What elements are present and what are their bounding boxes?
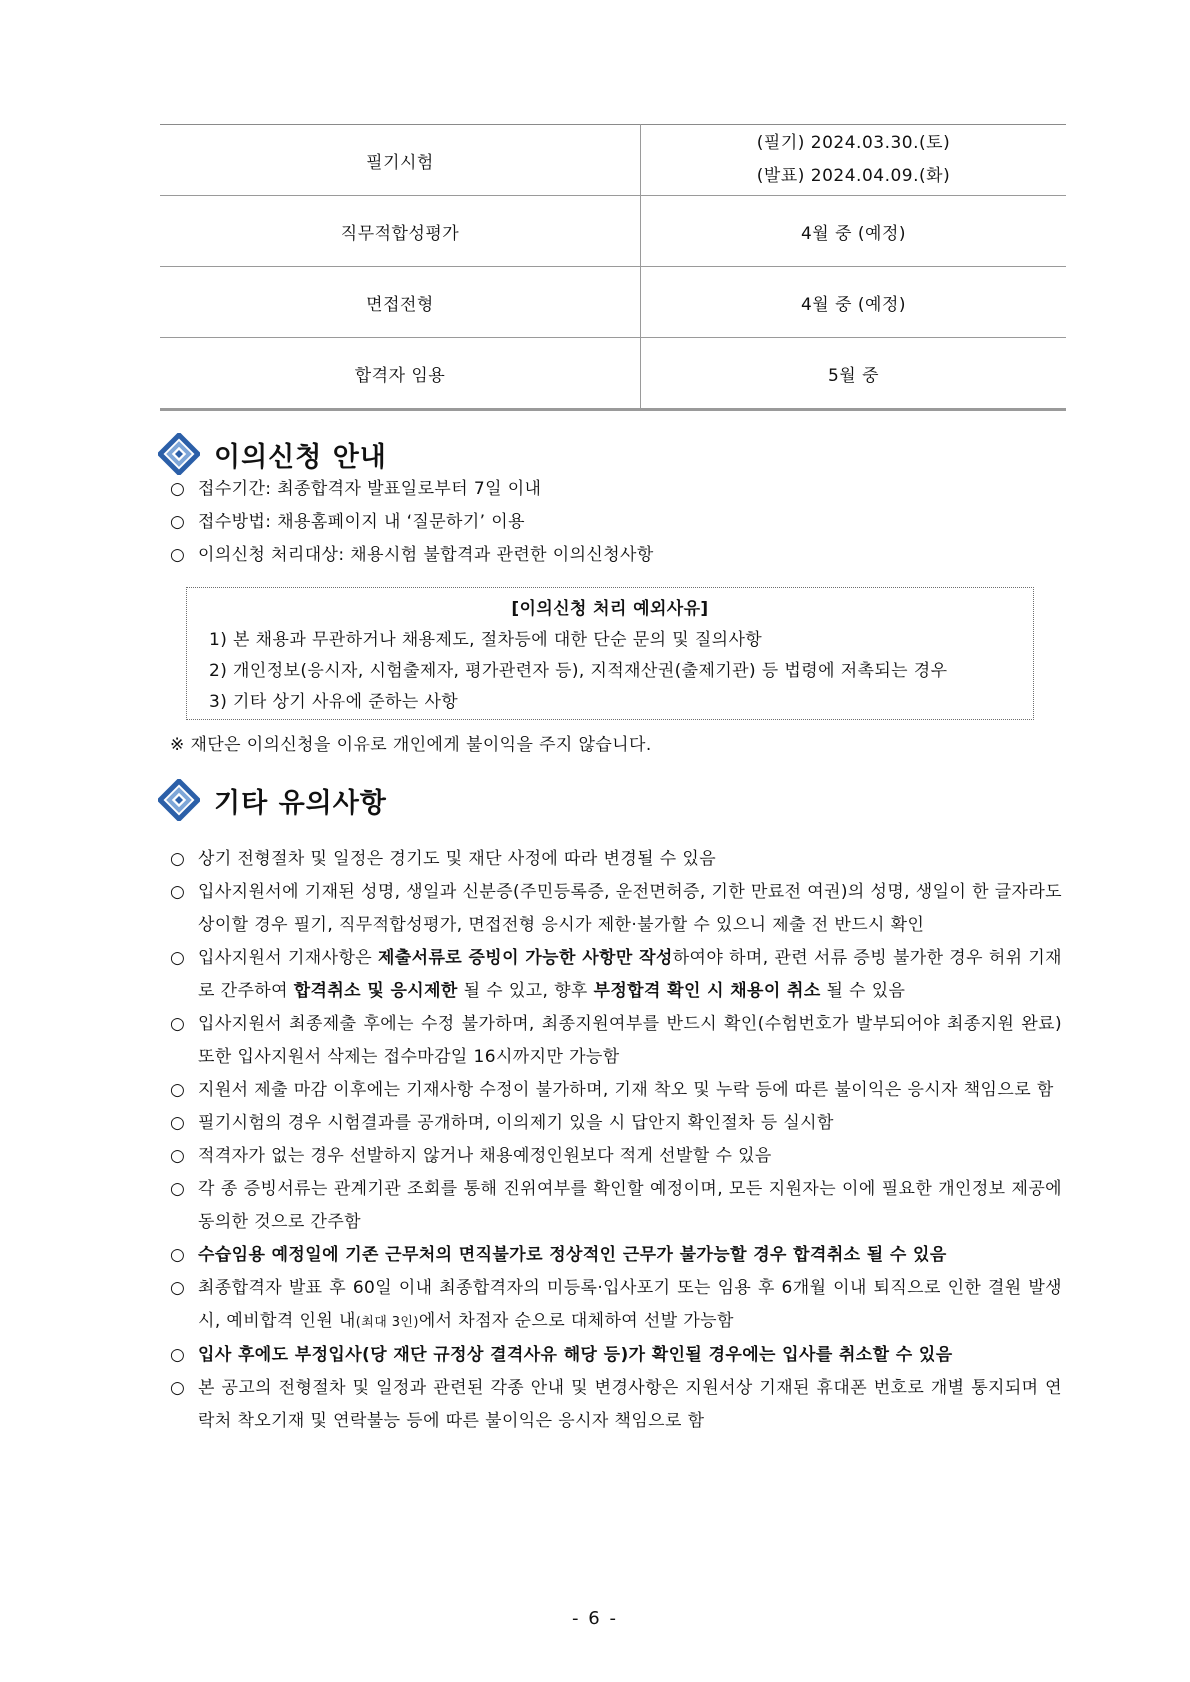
table-row <box>160 267 1066 338</box>
list-item: ○ 본 공고의 전형절차 및 일정과 관련된 각종 안내 및 변경사항은 지원서상 기재된 휴대폰 번호로 개별 통지되며 연락처 착오기재 및 연락불능 등에 따른 불이익은 응시자 책임으로 함 <box>170 1372 1062 1438</box>
bullet-circle-icon: ○ <box>170 948 186 968</box>
date-line: (필기) 2024.03.30.(토) <box>756 133 951 153</box>
section-title: 이의신청 안내 <box>214 441 387 473</box>
stage-cell: 면접전형 <box>160 267 641 338</box>
list-item: ○ 지원서 제출 마감 이후에는 기재사항 수정이 불가하며, 기재 착오 및 누락 등에 따른 불이익은 응시자 책임으로 함 <box>170 1074 1062 1107</box>
list-item: ○ 수습임용 예정일에 기존 근무처의 면직불가로 정상적인 근무가 불가능할 경우 합격취소 될 수 있음 <box>170 1239 1062 1272</box>
bullet-circle-icon: ○ <box>170 1278 186 1298</box>
list-item: ○ 이의신청 처리대상: 채용시험 불합격과 관련한 이의신청사항 <box>170 539 1070 572</box>
bullet-circle-icon: ○ <box>170 849 186 869</box>
list-item: ○ 입사지원서 기재사항은 제출서류로 증빙이 가능한 사항만 작성하여야 하며, 관련 서류 증빙 불가한 경우 허위 기재로 간주하여 합격취소 및 응시제한 될 수 있고, 향후 부정합격 확인 시 채용이 취소 될 수 있음 <box>170 942 1062 1008</box>
table-row <box>160 338 1066 410</box>
bullet-circle-icon: ○ <box>170 512 186 532</box>
section-title: 기타 유의사항 <box>214 787 387 819</box>
diamond-logo-icon <box>158 779 200 821</box>
bullet-circle-icon: ○ <box>170 1080 186 1100</box>
date-cell: 4월 중 (예정) <box>641 267 1067 338</box>
list-item: ○ 필기시험의 경우 시험결과를 공개하며, 이의제기 있을 시 답안지 확인절차 등 실시함 <box>170 1107 1062 1140</box>
exception-title: [이의신청 처리 예외사유] <box>511 599 709 619</box>
date-line: (발표) 2024.04.09.(화) <box>756 166 951 186</box>
bullet-circle-icon: ○ <box>170 1179 186 1199</box>
objection-note: ※ 재단은 이의신청을 이유로 개인에게 불이익을 주지 않습니다. <box>170 735 652 755</box>
date-cell <box>641 125 1067 196</box>
list-item: ○ 각 종 증빙서류는 관계기관 조회를 통해 진위여부를 확인할 예정이며, 모든 지원자는 이에 필요한 개인정보 제공에 동의한 것으로 간주함 <box>170 1173 1062 1239</box>
bullet-circle-icon: ○ <box>170 1146 186 1166</box>
bullet-circle-icon: ○ <box>170 882 186 902</box>
table-row <box>160 196 1066 267</box>
exception-line: 1) 본 채용과 무관하거나 채용제도, 절차등에 대한 단순 문의 및 질의사항 <box>209 630 763 650</box>
list-item: ○ 상기 전형절차 및 일정은 경기도 및 재단 사정에 따라 변경될 수 있음 <box>170 843 1062 876</box>
bullet-circle-icon: ○ <box>170 545 186 565</box>
section-heading-other <box>158 779 387 821</box>
list-item: ○ 입사지원서 최종제출 후에는 수정 불가하며, 최종지원여부를 반드시 확인(수험번호가 발부되어야 최종지원 완료) 또한 입사지원서 삭제는 접수마감일 16시까지만 가능함 <box>170 1008 1062 1074</box>
bullet-circle-icon: ○ <box>170 1014 186 1034</box>
diamond-logo-icon <box>158 433 200 475</box>
table-row <box>160 125 1066 196</box>
exception-line: 3) 기타 상기 사유에 준하는 사항 <box>209 692 459 712</box>
list-item: ○ 접수기간: 최종합격자 발표일로부터 7일 이내 <box>170 473 1070 506</box>
stage-cell: 직무적합성평가 <box>160 196 641 267</box>
bullet-circle-icon: ○ <box>170 1245 186 1265</box>
page-number: - 6 - <box>572 1608 618 1629</box>
bullet-circle-icon: ○ <box>170 1113 186 1133</box>
schedule-table <box>160 124 1066 411</box>
exception-line: 2) 개인정보(응시자, 시험출제자, 평가관련자 등), 지적재산권(출제기관) 등 법령에 저촉되는 경우 <box>209 661 948 681</box>
stage-cell: 필기시험 <box>160 125 641 196</box>
bullet-circle-icon: ○ <box>170 1345 186 1365</box>
other-list <box>170 843 1062 1438</box>
objection-list <box>170 473 1070 572</box>
exception-box <box>186 587 1034 720</box>
list-item: ○ 입사 후에도 부정입사(당 재단 규정상 결격사유 해당 등)가 확인될 경우에는 입사를 취소할 수 있음 <box>170 1339 1062 1372</box>
bullet-circle-icon: ○ <box>170 479 186 499</box>
bullet-circle-icon: ○ <box>170 1378 186 1398</box>
date-cell: 4월 중 (예정) <box>641 196 1067 267</box>
section-heading-objection <box>158 433 387 475</box>
list-item: ○ 접수방법: 채용홈페이지 내 ‘질문하기’ 이용 <box>170 506 1070 539</box>
list-item: ○ 최종합격자 발표 후 60일 이내 최종합격자의 미등록·입사포기 또는 임용 후 6개월 이내 퇴직으로 인한 결원 발생 시, 예비합격 인원 내(최대 3인)에서 차점자 순으로 대체하여 선발 가능함 <box>170 1272 1062 1339</box>
stage-cell: 합격자 임용 <box>160 338 641 410</box>
date-cell: 5월 중 <box>641 338 1067 410</box>
list-item: ○ 적격자가 없는 경우 선발하지 않거나 채용예정인원보다 적게 선발할 수 있음 <box>170 1140 1062 1173</box>
list-item: ○ 입사지원서에 기재된 성명, 생일과 신분증(주민등록증, 운전면허증, 기한 만료전 여권)의 성명, 생일이 한 글자라도 상이할 경우 필기, 직무적합성평가, 면접전형 응시가 제한·불가할 수 있으니 제출 전 반드시 확인 <box>170 876 1062 942</box>
